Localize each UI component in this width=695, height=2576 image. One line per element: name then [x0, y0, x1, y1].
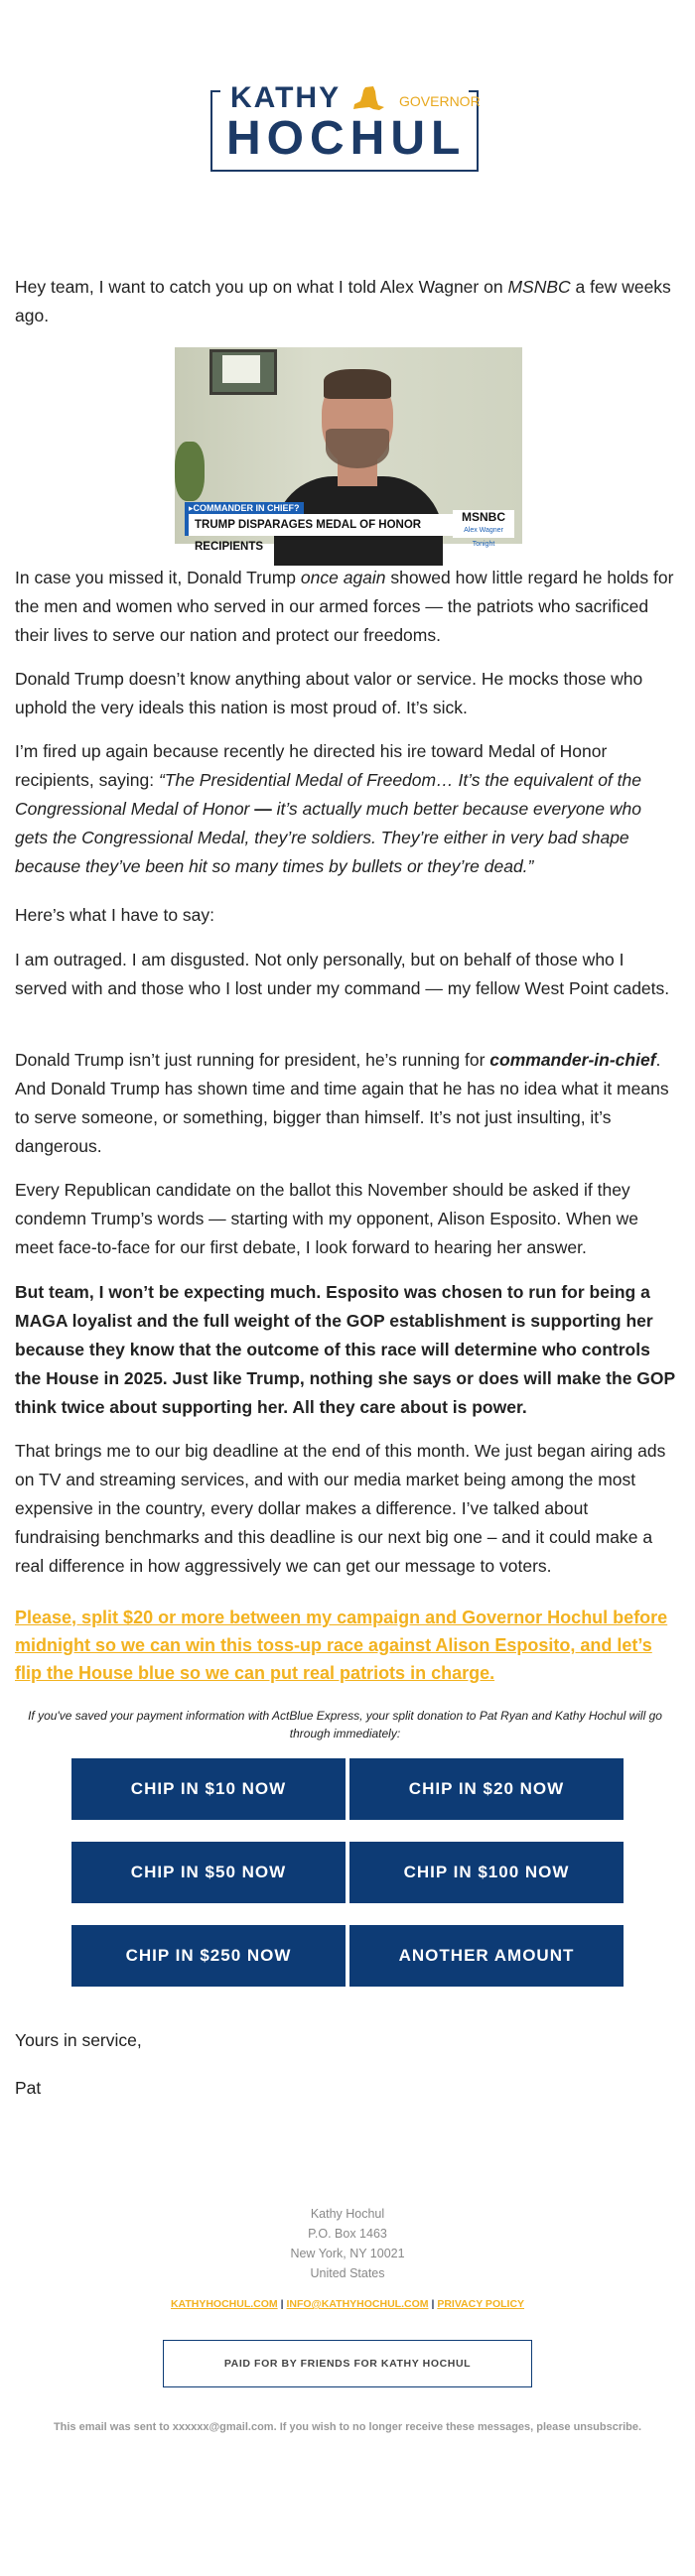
p3-quote-start: “The Presidential Medal of Freedom… It’s the equivalent of the Congressional Medal of Honor — [15, 770, 641, 819]
p3-text: I’m fired up again because recently he directed his ire toward Medal of Honor recipients, saying: — [15, 741, 608, 790]
video-plant — [175, 442, 205, 501]
intro-network: MSNBC — [507, 277, 571, 297]
actblue-express-note: If you've saved your payment information with ActBlue Express, your split donation to Pat Ryan and Kathy Hochul will go through immediately: — [28, 1709, 662, 1740]
p1-emphasis: once again — [300, 568, 386, 587]
body-paragraph-2: Donald Trump doesn’t know anything about valor or service. He mocks those who uphold the very ideals this nation is most proud of. It’s sick. — [15, 669, 643, 717]
chip-in-100-button[interactable]: CHIP IN $100 NOW — [349, 1842, 624, 1903]
body-paragraph-7: Every Republican candidate on the ballot this November should be asked if they condemn Trump’s words — starting with my opponent, Alison Esposito. When we meet face-to-face for our first debate, I look forward to hearing her answer. — [15, 1180, 639, 1257]
chip-in-50-button[interactable]: CHIP IN $50 NOW — [71, 1842, 346, 1903]
p6-text-end: . And Donald Trump has shown time and time again that he has no idea what it means to serve someone, or something, bigger than himself. It’s not just insulting, it’s dangerous. — [15, 1050, 669, 1156]
p3-dash: — — [254, 799, 272, 819]
body-paragraph-1 — [15, 564, 675, 650]
logo-last-name: HOCHUL — [226, 112, 467, 165]
chip-in-20-button[interactable]: CHIP IN $20 NOW — [349, 1758, 624, 1820]
logo-frame-top-left — [210, 90, 220, 92]
footer-link-separator: | — [280, 2298, 284, 2310]
footer-org: Kathy Hochul — [310, 2207, 385, 2221]
p6-text: Donald Trump isn’t just running for president, he’s running for — [15, 1050, 490, 1070]
video-thumbnail[interactable] — [175, 347, 522, 553]
chip-in-10-button[interactable]: CHIP IN $10 NOW — [71, 1758, 346, 1820]
video-speaker-hair — [324, 369, 391, 399]
signoff-closing: Yours in service, — [15, 2030, 142, 2050]
p1-text-end: showed how little regard he holds for the men and women who served in our armed forces — the patriots who sacrificed their lives to serve our nation and protect our freedoms. — [15, 568, 674, 645]
video-show-name: Alex Wagner Tonight — [464, 527, 503, 548]
body-paragraph-8: But team, I won’t be expecting much. Esposito was chosen to run for being a MAGA loyalist and the full weight of the GOP establishment is supporting her because they know that the outcome of this race will determine who controls the House in 2025. Just like Trump, nothing she says or does will make the GOP think twice about supporting her. All they care about is power. — [15, 1282, 675, 1417]
video-speaker-beard — [326, 429, 389, 468]
logo-first-name: KATHY — [230, 81, 342, 114]
signoff-name: Pat — [15, 2078, 42, 2098]
footer-links — [0, 2298, 695, 2310]
body-paragraph-5: I am outraged. I am disgusted. Not only personally, but on behalf of those who I served with and those who I lost under my command — my fellow West Point cadets. — [15, 950, 670, 998]
body-paragraph-4: Here’s what I have to say: — [15, 905, 215, 925]
video-network-name: MSNBC — [462, 510, 505, 524]
body-paragraph-3 — [15, 737, 675, 881]
footer-link-privacy[interactable]: PRIVACY POLICY — [437, 2298, 525, 2310]
logo-role: GOVERNOR — [399, 93, 481, 109]
intro-text-end: a few weeks ago. — [15, 277, 671, 325]
p6-emphasis: commander-in-chief — [489, 1050, 656, 1070]
intro-paragraph — [15, 273, 675, 330]
unsubscribe-notice[interactable]: This email was sent to xxxxxx@gmail.com. If you wish to no longer receive these messages, please unsubscribe. — [53, 2421, 642, 2433]
logo-frame-top-right — [469, 90, 479, 92]
footer-link-email[interactable]: INFO@KATHYHOCHUL.COM — [286, 2298, 429, 2310]
video-chyron-headline: TRUMP DISPARAGES MEDAL OF HONOR RECIPIENTS — [185, 514, 453, 536]
video-network-badge — [453, 510, 514, 548]
footer-address-1: P.O. Box 1463 — [308, 2227, 387, 2241]
intro-text: Hey team, I want to catch you up on what I told Alex Wagner on — [15, 277, 508, 297]
p3-quote-end: it’s actually much better because everyone who gets the Congressional Medal, they’re soldiers. They’re either in very bad shape because they’ve been hit so many times by bullets or they’re dead.” — [15, 799, 641, 876]
new-york-state-icon — [351, 85, 385, 115]
video-wall-picture-mat — [222, 355, 260, 383]
chip-in-250-button[interactable]: CHIP IN $250 NOW — [71, 1925, 346, 1987]
paid-for-disclaimer: PAID FOR BY FRIENDS FOR KATHY HOCHUL — [163, 2340, 532, 2387]
footer-address-2: New York, NY 10021 — [290, 2247, 405, 2260]
footer-country: United States — [310, 2266, 385, 2280]
donate-cta-link[interactable]: Please, split $20 or more between my campaign and Governor Hochul before midnight so we can win this toss-up race against Alison Esposito, and let’s flip the House blue so we can put real patriots in charge. — [15, 1608, 668, 1683]
p1-text: In case you missed it, Donald Trump — [15, 568, 301, 587]
body-paragraph-9: That brings me to our big deadline at the end of this month. We just began airing ads on TV and streaming services, and with our media market being among the most expensive in the country, every dollar makes a difference. I’ve talked about fundraising benchmarks and this deadline is our next big one – and it could make a real difference in how aggressively we can get our message to voters. — [15, 1441, 666, 1576]
video-chyron-tag: ▸COMMANDER IN CHIEF? — [185, 502, 304, 514]
another-amount-button[interactable]: ANOTHER AMOUNT — [349, 1925, 624, 1987]
body-paragraph-6 — [15, 1046, 675, 1161]
footer-link-separator: | — [431, 2298, 435, 2310]
footer-link-site[interactable]: KATHYHOCHUL.COM — [170, 2298, 278, 2310]
